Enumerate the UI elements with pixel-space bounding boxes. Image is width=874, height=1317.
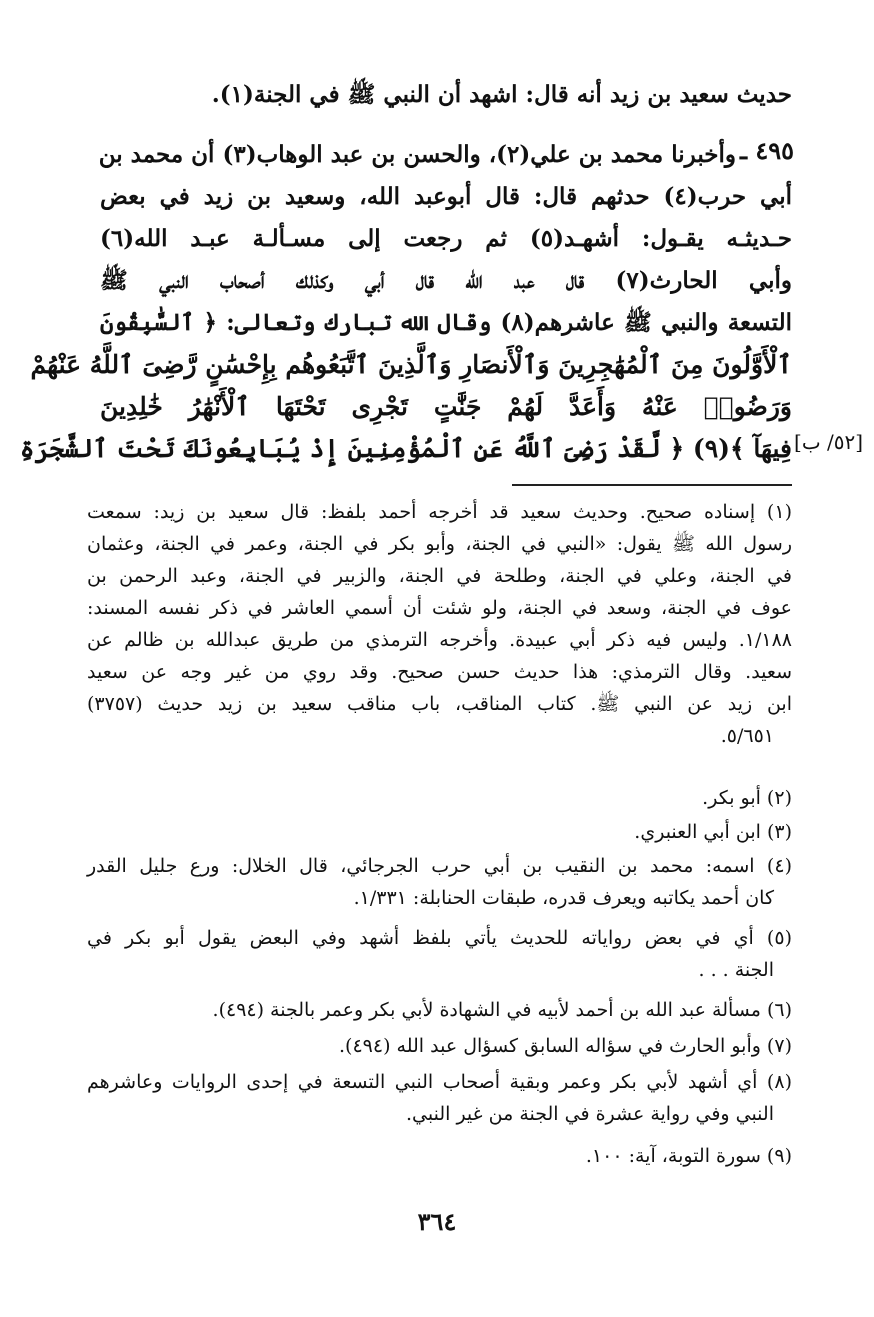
footnote-line: ٥/٦٥١. <box>720 725 774 747</box>
manuscript-folio-note: [٥٢/ ب] <box>794 430 864 454</box>
footnote-line: كان أحمد يكاتبه ويعرف قدره، طبقات الحنابلة: ١/٣٣١. <box>353 887 774 909</box>
footnote-line: (٢) أبو بكر. <box>702 787 792 809</box>
hadith-number: ٤٩٥ ـ <box>739 136 794 165</box>
hadith-line: وأبي الحارث(٧) قال عبد الله قال أبي وكذلك أصحاب النبي ﷺ <box>100 267 792 294</box>
quran-verse-line: وَرَضُوا۟ عَنْهُ وَأَعَدَّ لَهُمْ جَنَّٰتٍ تَجْرِى تَحْتَهَا ٱلْأَنْهَٰرُ خَٰلِدِينَ <box>100 392 792 421</box>
opening-line-text: حديث سعيد بن زيد أنه قال: اشهد أن النبي ﷺ في الجنة(١). <box>211 81 792 108</box>
footnote-line: (٧) وأبو الحارث في سؤاله السابق كسؤال عبد الله (٤٩٤). <box>339 1035 792 1057</box>
footnote-3 <box>87 816 792 848</box>
hadith-body-continued <box>19 176 793 470</box>
footnote-line: (٦) مسألة عبد الله بن أحمد لأبيه في الشهادة لأبي بكر وعمر بالجنة (٤٩٤). <box>212 999 792 1021</box>
footnote-separator <box>512 484 792 486</box>
opening-line <box>100 74 792 116</box>
footnote-line: (٤) اسمه: محمد بن النقيب بن أبي حرب الجرجائي، قال الخلال: ورع جليل القدر <box>87 855 792 877</box>
footnote-8 <box>87 1066 792 1130</box>
quran-verse-line: فِيهَآ ﴾(٩) ﴿ لَّقَدْ رَضِىَ ٱللَّهُ عَنِ ٱلْمُؤْمِنِينَ إِذْ يُبَايِعُونَكَ تَحْتَ ٱلشَّجَرَةِ <box>19 434 792 463</box>
footnote-line: (١) إسناده صحيح. وحديث سعيد قد أخرجه أحمد بلفظ: قال سعيد بن زيد: سمعت <box>87 501 792 523</box>
footnote-line: النبي وفي رواية عشرة في الجنة من غير النبي. <box>406 1103 774 1125</box>
footnote-line: (٨) أي أشهد لأبي بكر وعمر وبقية أصحاب النبي التسعة في إحدى الروايات وعاشرهم <box>87 1071 792 1093</box>
footnote-2 <box>87 782 792 814</box>
footnote-line: عوف في الجنة، وسعد في الجنة، ولو شئت أن أسمي العاشر في ذكر نفسه المسند: <box>87 597 792 619</box>
hadith-line: التسعة والنبي ﷺ عاشرهم(٨) وقال الله تبارك وتعالى: ﴿ ٱلسَّٰبِقُونَ <box>100 309 792 336</box>
quran-verse-line: ٱلْأَوَّلُونَ مِنَ ٱلْمُهَٰجِرِينَ وَٱلْأَنصَارِ وَٱلَّذِينَ ٱتَّبَعُوهُم بِإِحْسَٰنٍ رَّضِىَ ٱللَّهُ عَنْهُمْ <box>30 350 792 379</box>
footnote-line: الجنة . . . <box>698 959 774 981</box>
hadith-line: أبي حرب(٤) حدثهم قال: قال أبوعبد الله، وسعيد بن زيد في بعض <box>100 183 793 210</box>
footnote-6 <box>87 994 792 1026</box>
footnote-line: سعيد. وقال الترمذي: هذا حديث حسن صحيح. وقد روي من غير وجه عن سعيد <box>87 661 792 683</box>
hadith-line: حـديثـه يقـول: أشهـد(٥) ثم رجعت إلى مسـألـة عبـد الله(٦) <box>100 225 792 252</box>
footnote-9 <box>87 1140 792 1172</box>
footnote-4 <box>87 850 792 914</box>
footnote-line: (٥) أي في بعض رواياته للحديث يأتي بلفظ أشهد وفي البعض يقول أبو بكر في <box>87 927 792 949</box>
footnote-line: ١/١٨٨. وليس فيه ذكر أبي عبيدة. وأخرجه الترمذي من طريق عبدالله بن ظالم عن <box>87 629 792 651</box>
page-number: ٣٦٤ <box>417 1207 457 1236</box>
footnote-line: ابن زيد عن النبي ﷺ. كتاب المناقب، باب مناقب سعيد بن زيد حديث (٣٧٥٧) <box>87 693 792 715</box>
footnote-line: في الجنة، وعلي في الجنة، وطلحة في الجنة، والزبير في الجنة، وعبد الرحمن بن <box>87 565 792 587</box>
hadith-line: وأخبرنا محمد بن علي(٢)، والحسن بن عبد الوهاب(٣) أن محمد بن <box>98 141 736 168</box>
footnote-7 <box>87 1030 792 1062</box>
hadith-body <box>100 134 736 176</box>
footnote-line: (٩) سورة التوبة، آية: ١٠٠. <box>585 1145 792 1167</box>
footnote-5 <box>87 922 792 986</box>
footnote-1 <box>87 496 792 752</box>
footnote-line: رسول الله ﷺ يقول: «النبي في الجنة، وأبو بكر في الجنة، وعمر في الجنة، وعثمان <box>87 533 792 555</box>
footnote-line: (٣) ابن أبي العنبري. <box>634 821 792 843</box>
